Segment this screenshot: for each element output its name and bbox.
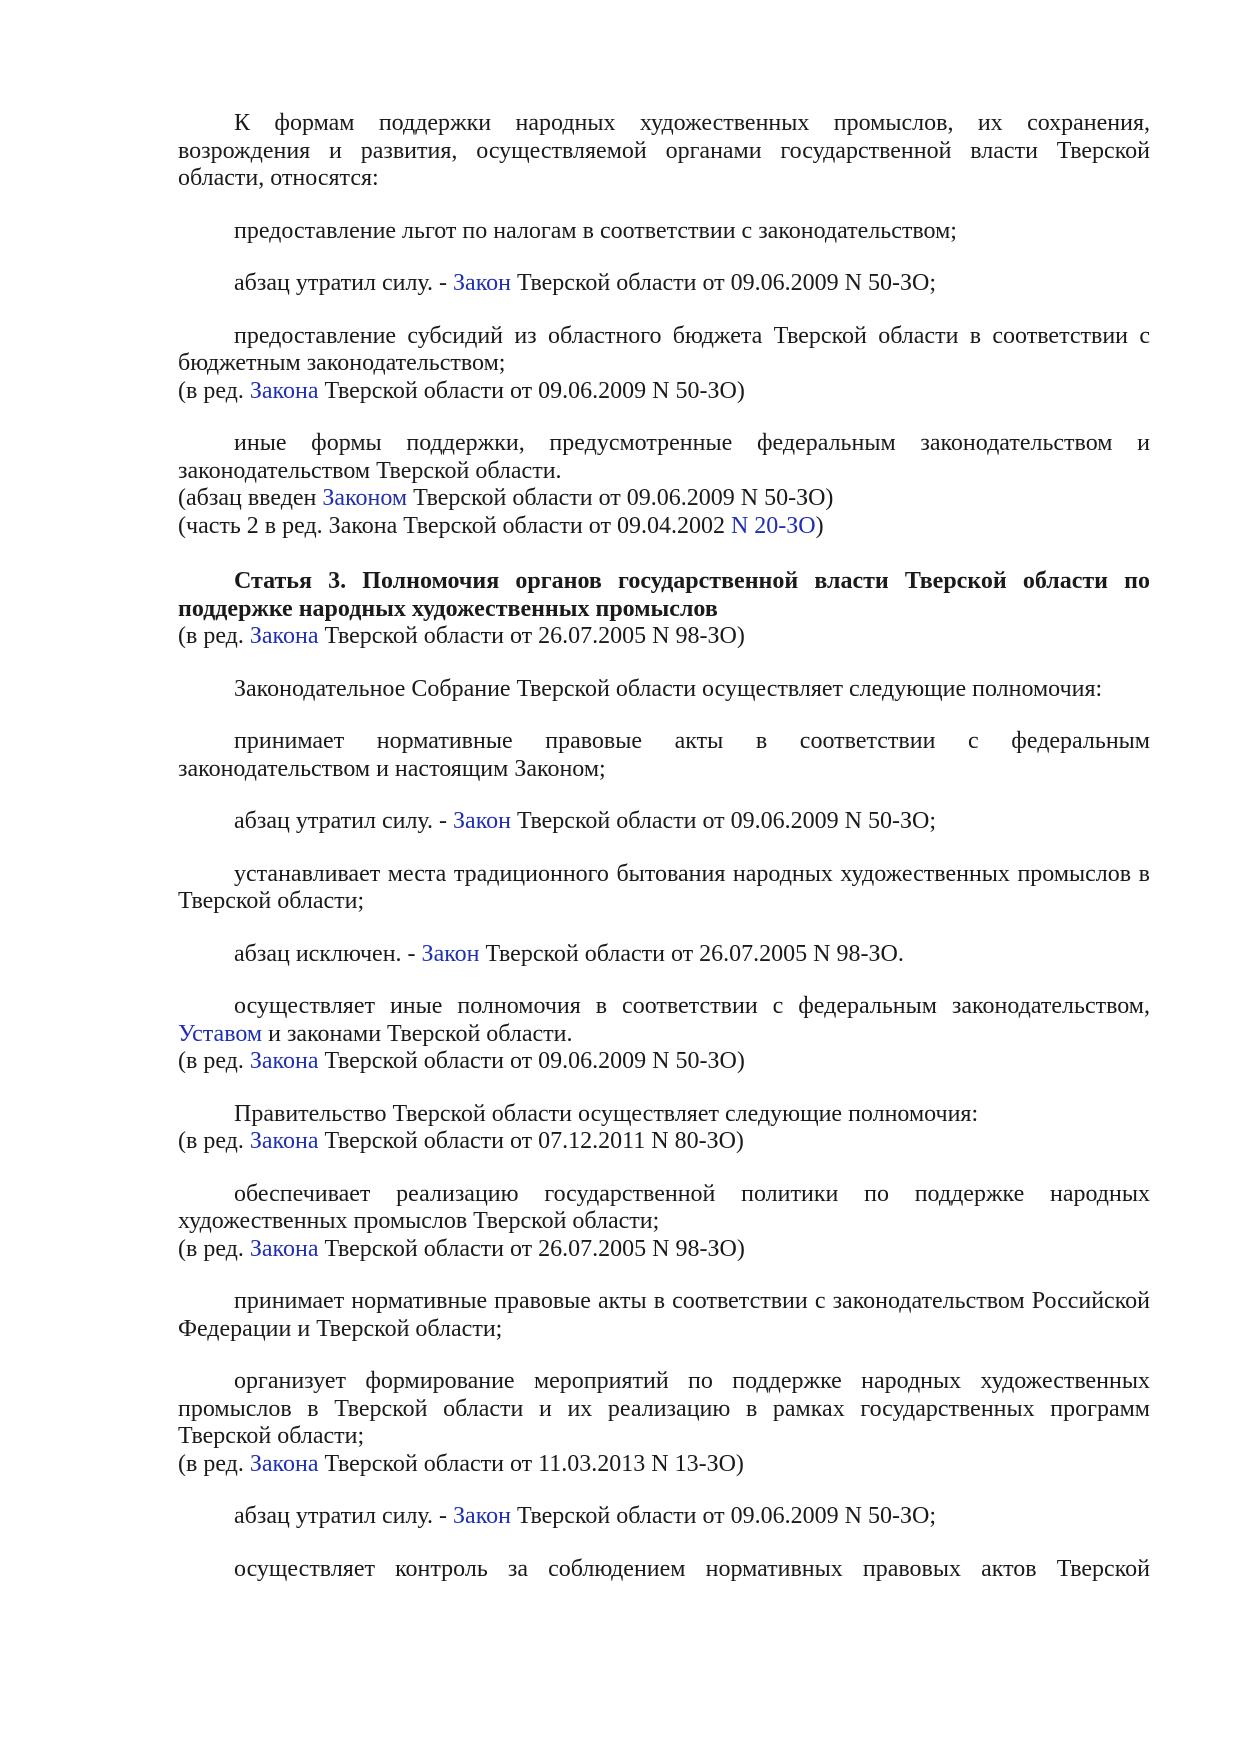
paragraph-repealed-2: абзац утратил силу. - Закон Тверской области от 09.06.2009 N 50-ЗО; [234,808,936,834]
paragraph-ensures-policy: обеспечивает реализацию государственной политики по поддержке народных художественных промыслов Тверской области; [178,1180,1150,1234]
paragraph-other-powers: осуществляет иные полномочия в соответствии с федеральным законодательством, Уставом и законами Тверской области. [178,993,1150,1047]
paragraph-other-forms: иные формы поддержки, предусмотренные федеральным законодательством и законодательством Тверской области. [178,430,1150,484]
charter-link[interactable]: Уставом [178,1020,263,1047]
edition-note: (в ред. Закона Тверской области от 07.12.2011 N 80-ЗО) [178,1128,744,1154]
paragraph-controls-compliance: осуществляет контроль за соблюдением нормативных правовых актов Тверской [234,1555,1150,1582]
heading-edition-note: (в ред. Закона Тверской области от 26.07.2005 N 98-ЗО) [178,623,745,649]
paragraph-organizes-events: организует формирование мероприятий по поддержке народных художественных промыслов в Тверской области и их реализацию в рамках государственных программ Тверской области; [178,1368,1150,1449]
paragraph-government-powers: Правительство Тверской области осуществляет следующие полномочия: [234,1100,979,1127]
law-link[interactable]: Закона [249,1450,319,1477]
paragraph-tax-benefits: предоставление льгот по налогам в соответствии с законодательством; [234,217,957,244]
paragraph-legislative-assembly: Законодательное Собрание Тверской области осуществляет следующие полномочия: [234,675,1103,702]
law-link[interactable]: Закон [453,270,511,296]
paragraph-excluded: абзац исключен. - Закон Тверской области от 26.07.2005 N 98-ЗО. [234,940,904,967]
paragraph-sets-places: устанавливает места традиционного бытования народных художественных промыслов в Тверской области; [178,860,1150,914]
part-edition-note: (часть 2 в ред. Закона Тверской области от 09.04.2002 N 20-ЗО) [178,512,824,539]
law-link[interactable]: Закона [249,1235,319,1262]
law-link[interactable]: Законом [322,485,408,511]
edition-note: (в ред. Закона Тверской области от 09.06.2009 N 50-ЗО) [178,377,745,404]
law-number-link[interactable]: N 20-ЗО [730,512,816,539]
law-link[interactable]: Закона [249,1128,319,1154]
paragraph-adopts-acts: принимает нормативные правовые акты в соответствии с федеральным законодательством и настоящим Законом; [178,728,1150,782]
law-link[interactable]: Закон [421,940,480,967]
paragraph-repealed-1: абзац утратил силу. - Закон Тверской области от 09.06.2009 N 50-ЗО; [234,270,936,296]
law-link[interactable]: Закона [249,623,319,649]
edition-note: (в ред. Закона Тверской области от 11.03.2013 N 13-ЗО) [178,1450,744,1477]
law-link[interactable]: Закона [249,1048,319,1074]
edition-note: (в ред. Закона Тверской области от 09.06.2009 N 50-ЗО) [178,1048,745,1074]
paragraph-subsidies: предоставление субсидий из областного бюджета Тверской области в соответствии с бюджетным законодательством; [178,322,1150,376]
law-link[interactable]: Закон [453,1503,511,1529]
paragraph-adopts-acts-rf: принимает нормативные правовые акты в соответствии с законодательством Российской Федерации и Тверской области; [178,1288,1150,1342]
article-3-heading: Статья 3. Полномочия органов государственной власти Тверской области по поддержке народных художественных промыслов [178,568,1150,622]
document-page [178,110,1150,1583]
paragraph-repealed-3: абзац утратил силу. - Закон Тверской области от 09.06.2009 N 50-ЗО; [234,1503,936,1529]
law-link[interactable]: Закона [249,377,319,404]
edition-note: (в ред. Закона Тверской области от 26.07.2005 N 98-ЗО) [178,1235,745,1262]
introduced-note: (абзац введен Законом Тверской области от 09.06.2009 N 50-ЗО) [178,485,834,511]
paragraph-support-forms: К формам поддержки народных художественных промыслов, их сохранения, возрождения и развития, осуществляемой органами государственной власти Тверской области, относятся: [178,110,1150,191]
law-link[interactable]: Закон [453,808,511,834]
